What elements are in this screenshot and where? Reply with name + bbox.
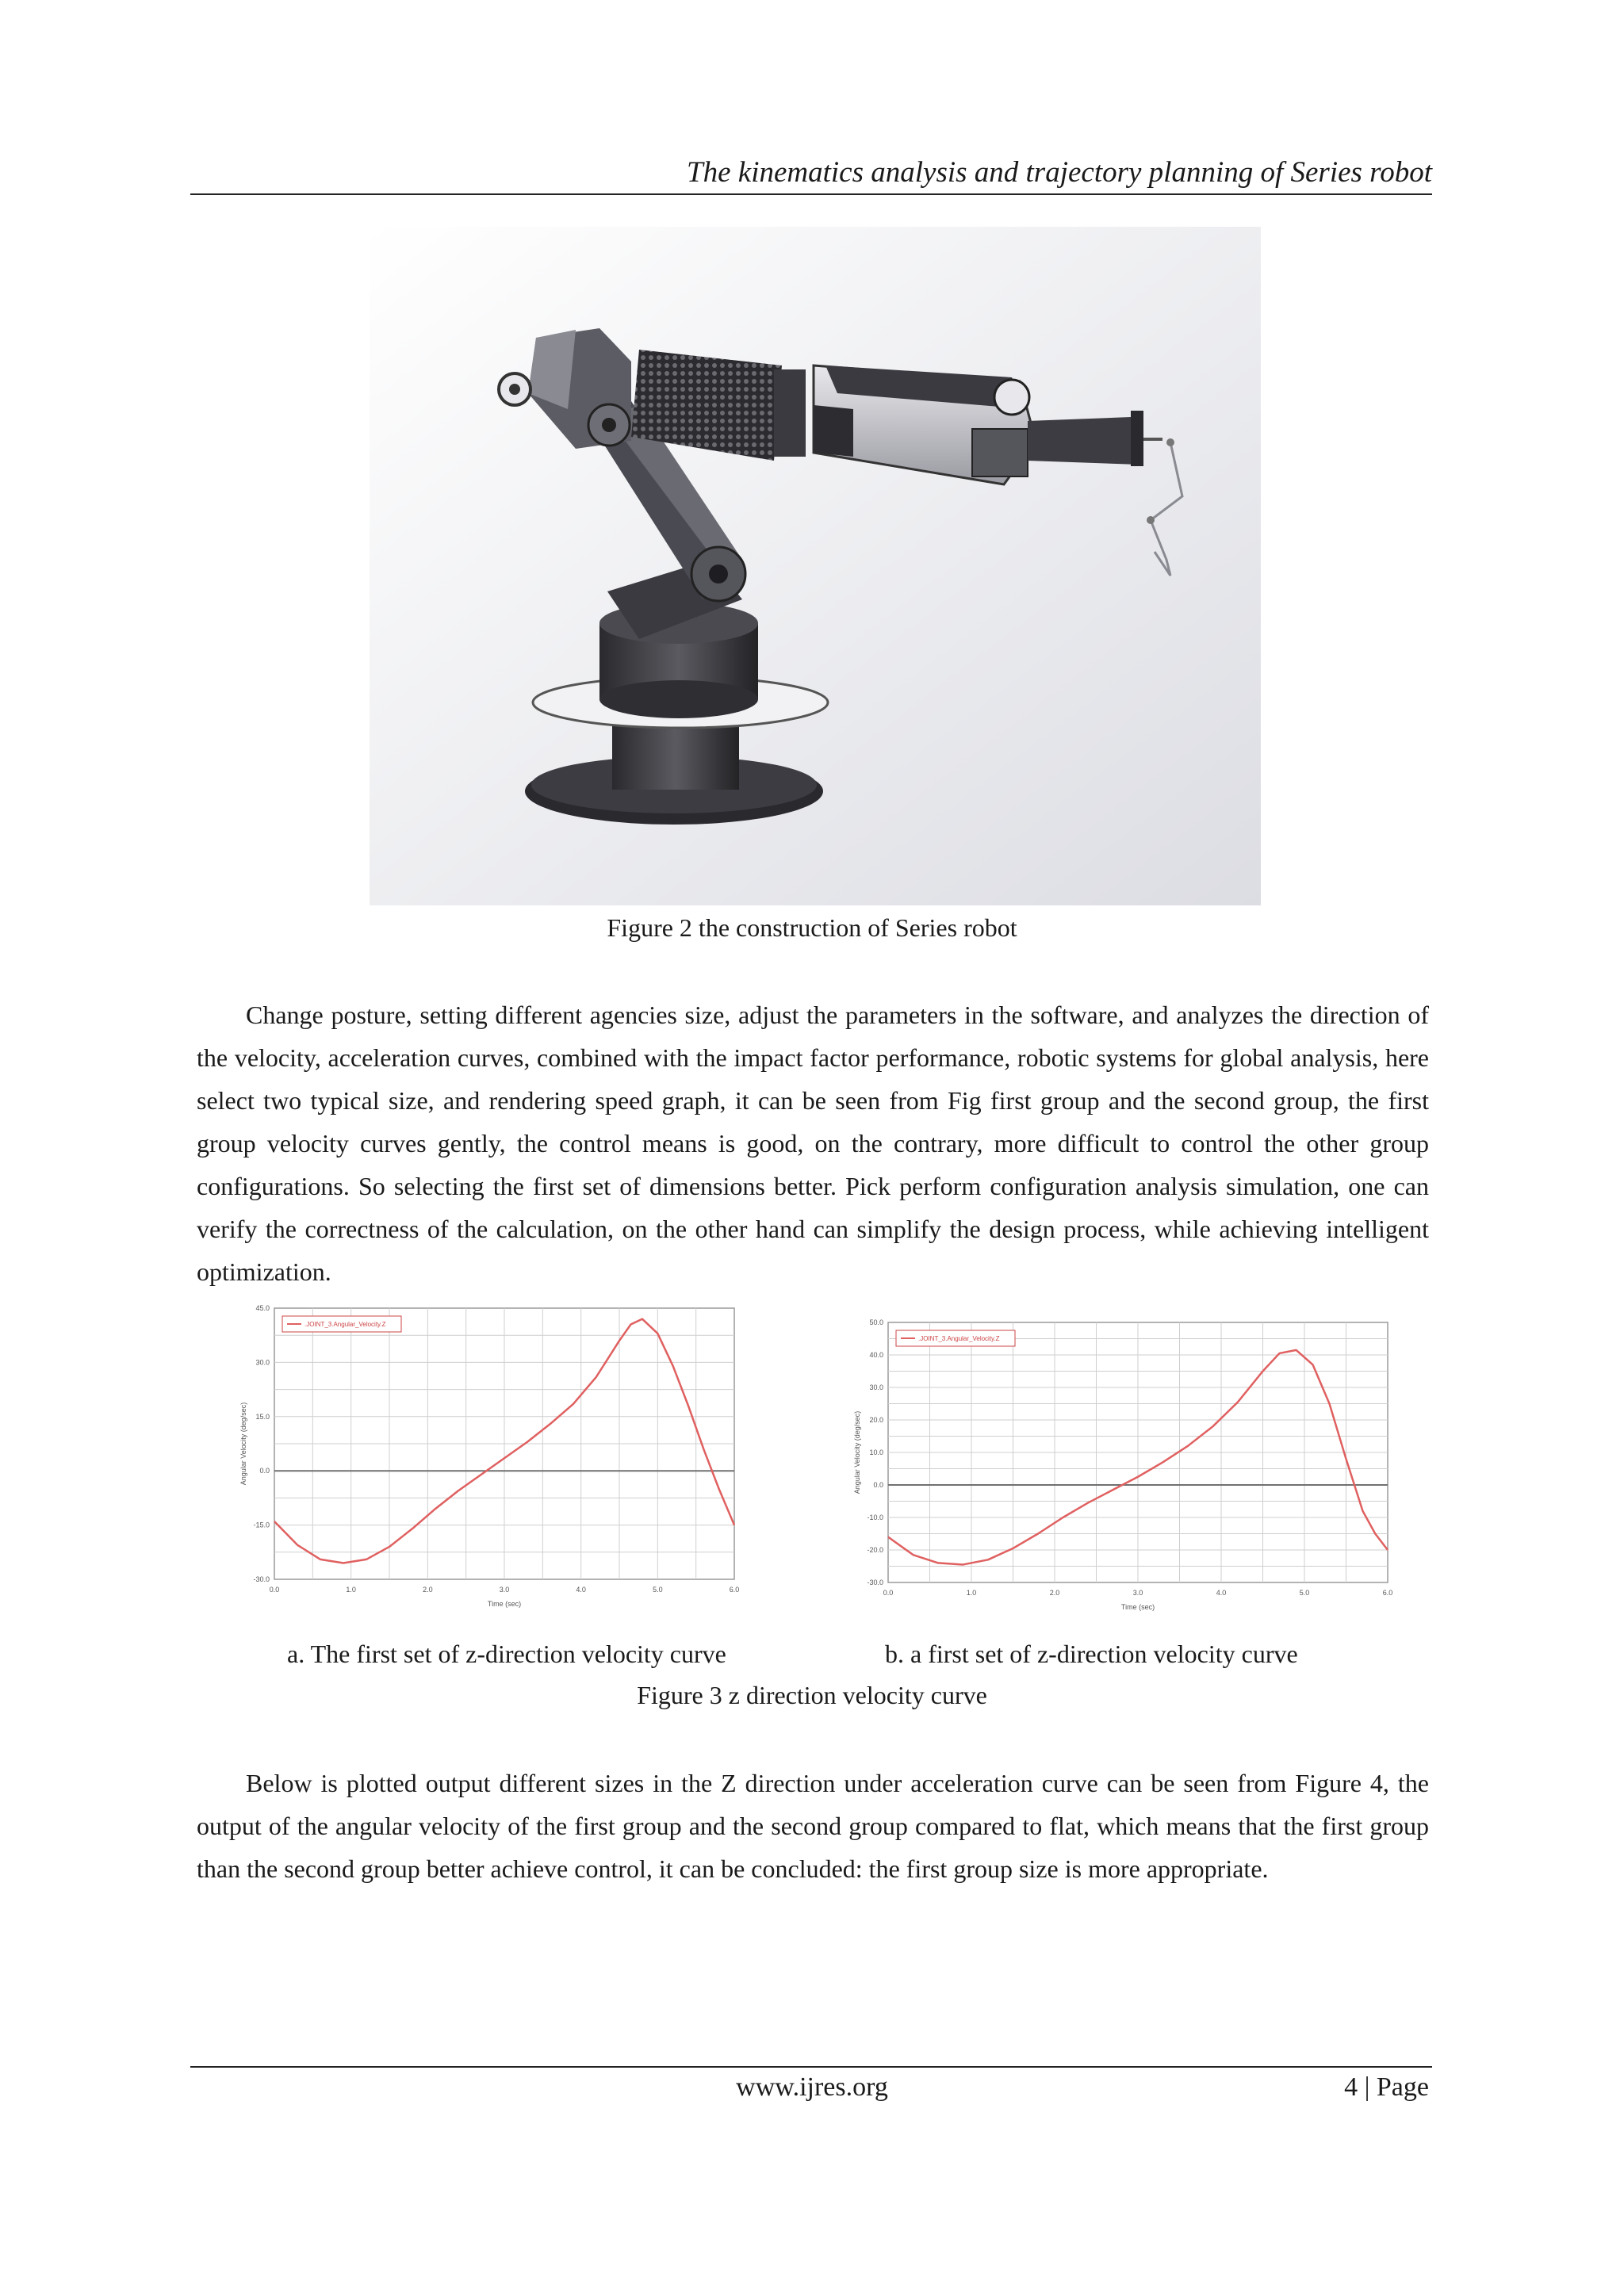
figure3-subcaption-a: a. The first set of z-direction velocity curve [287, 1640, 726, 1668]
footer-url[interactable]: www.ijres.org [736, 2072, 888, 2102]
y-tick-label: -10.0 [867, 1513, 883, 1521]
y-tick-label: -15.0 [253, 1521, 270, 1529]
y-tick-label: 30.0 [255, 1358, 270, 1367]
x-tick-label: 1.0 [966, 1589, 977, 1597]
running-header [190, 152, 1432, 195]
y-tick-label: 0.0 [259, 1467, 270, 1475]
x-tick-label: 4.0 [576, 1586, 586, 1594]
x-tick-label: 0.0 [883, 1589, 894, 1597]
x-tick-label: 4.0 [1216, 1589, 1227, 1597]
x-tick-label: 5.0 [1299, 1589, 1310, 1597]
x-tick-label: 1.0 [346, 1586, 356, 1594]
legend [896, 1330, 1015, 1346]
legend-label: .JOINT_3.Angular_Velocity.Z [304, 1321, 386, 1328]
body-paragraph-1-text: Change posture, setting different agencies size, adjust the parameters in the software, and analyzes the direction of the velocity, acceleration curves, combined with the impact factor performance, robotic systems for global analysis, here select two typical size, and rendering speed graph, it can be seen from Fig first group and the second group, the first group velocity curves gently, the control means is good, on the contrary, more difficult to control the other group configurations. So selecting the first set of dimensions better. Pick perform configuration analysis simulation, one can verify the correctness of the calculation, on the other hand can simplify the design process, while achieving intelligent optimization. [197, 1001, 1429, 1286]
x-axis-label: Time (sec) [487, 1600, 522, 1608]
figure2-caption: Figure 2 the construction of Series robot [607, 913, 1017, 942]
running-title: The kinematics analysis and trajectory planning of Series robot [687, 156, 1432, 189]
y-tick-label: -20.0 [867, 1546, 883, 1554]
figure3-caption: Figure 3 z direction velocity curve [637, 1681, 987, 1709]
y-tick-label: 50.0 [869, 1318, 883, 1326]
y-tick-label: 0.0 [873, 1481, 883, 1489]
x-tick-label: 6.0 [729, 1586, 740, 1594]
y-tick-label: 10.0 [869, 1448, 883, 1456]
x-tick-label: 2.0 [423, 1586, 433, 1594]
y-tick-label: 30.0 [869, 1383, 883, 1391]
body-paragraph-2 [197, 1762, 1429, 1890]
figure3-subcaption-b: b. a first set of z-direction velocity curve [885, 1640, 1298, 1668]
x-tick-label: 0.0 [269, 1586, 280, 1594]
y-tick-label: 40.0 [869, 1351, 883, 1359]
y-tick-label: 45.0 [255, 1304, 270, 1312]
y-axis-label: Angular Velocity (deg/sec) [853, 1410, 861, 1494]
velocity-chart-b [848, 1314, 1396, 1621]
footer-rule [190, 2066, 1432, 2068]
body-paragraph-1 [197, 993, 1429, 1293]
x-tick-label: 5.0 [653, 1586, 663, 1594]
x-tick-label: 2.0 [1049, 1589, 1060, 1597]
robot-figure [370, 227, 1261, 905]
x-tick-label: 3.0 [1132, 1589, 1143, 1597]
y-tick-label: 20.0 [869, 1416, 883, 1424]
body-paragraph-2-text: Below is plotted output different sizes in the Z direction under acceleration curve can be seen from Figure 4, the output of the angular velocity of the first group and the second group compared to flat, which means that the first group than the second group better achieve control, it can be concluded: the first group size is more appropriate. [197, 1769, 1429, 1883]
x-tick-label: 6.0 [1382, 1589, 1393, 1597]
legend [282, 1316, 401, 1332]
footer-page-number: 4 | Page [1344, 2072, 1429, 2102]
velocity-chart-a [235, 1300, 742, 1617]
legend-label: .JOINT_3.Angular_Velocity.Z [918, 1335, 1000, 1342]
x-tick-label: 3.0 [499, 1586, 510, 1594]
x-axis-label: Time (sec) [1120, 1603, 1155, 1611]
y-axis-label: Angular Velocity (deg/sec) [239, 1402, 247, 1486]
y-tick-label: -30.0 [867, 1578, 883, 1586]
y-tick-label: -30.0 [253, 1575, 270, 1583]
y-tick-label: 15.0 [255, 1412, 270, 1421]
figure-background [370, 227, 1261, 905]
